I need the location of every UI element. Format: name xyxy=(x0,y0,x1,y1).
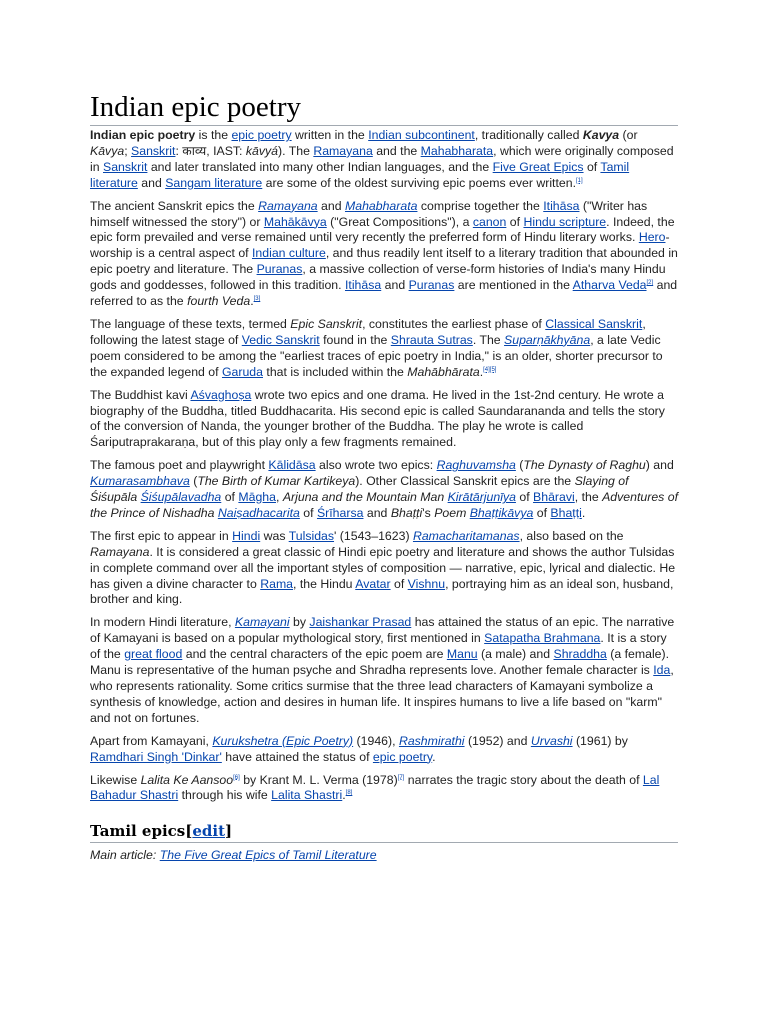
link-rashmirathi[interactable]: Rashmirathi xyxy=(398,733,465,748)
text: : काव्य, IAST: xyxy=(175,143,246,158)
italic-text: Ramayana xyxy=(90,544,150,559)
link-hindi[interactable]: Hindi xyxy=(232,528,261,543)
link-sangam-literature[interactable]: Sangam literature xyxy=(165,175,263,190)
italic-text: Epic Sanskrit xyxy=(290,316,363,331)
text: , and thus readily lent itself to a literary tradition that abounded in epic poetry and literature. The xyxy=(90,246,678,277)
text: are mentioned in the xyxy=(454,278,573,293)
text: , the xyxy=(574,490,603,505)
text: , traditionally called xyxy=(474,128,583,142)
text: also wrote two epics: xyxy=(315,458,437,473)
text: The Buddhist kavi xyxy=(90,387,191,402)
text: Likewise xyxy=(90,772,141,787)
text: , also based on the xyxy=(519,528,624,543)
section-heading-tamil-epics xyxy=(90,821,678,843)
edit-section-link[interactable]: edit xyxy=(192,822,226,841)
italic-text: fourth Veda xyxy=(187,294,251,309)
link-ramayana[interactable]: Ramayana xyxy=(258,198,318,213)
link-kurukshetra[interactable]: Kurukshetra (Epic Poetry) xyxy=(212,733,354,748)
link-five-great-epics[interactable]: Five Great Epics xyxy=(492,159,584,174)
link-magha[interactable]: Māgha xyxy=(238,490,276,505)
text: ("Writer has himself witnessed the story") or xyxy=(90,198,648,229)
text: found in the xyxy=(319,332,391,347)
text: . Indeed, the epic form prevailed and verse remained until very recently the preferred form of Hindu literary works. xyxy=(90,214,675,245)
paragraph-sanskrit-epics xyxy=(90,199,678,310)
link-lal-bahadur-shastri[interactable]: Lal Bahadur Shastri xyxy=(90,772,660,803)
link-itihasa[interactable]: Itihāsa xyxy=(543,198,580,213)
link-jaishankar-prasad[interactable]: Jaishankar Prasad xyxy=(309,615,412,630)
page-title: Indian epic poetry xyxy=(90,90,678,126)
text: of xyxy=(299,505,317,520)
text: . xyxy=(479,364,484,379)
text: of xyxy=(506,214,524,229)
link-bharavi[interactable]: Bhāravi xyxy=(533,490,575,505)
link-kumarasambhava[interactable]: Kumarasambhava xyxy=(90,474,190,489)
hatnote-prefix: Main article: xyxy=(90,848,160,863)
link-mahabharata[interactable]: Mahabharata xyxy=(420,143,494,158)
text: and later translated into many other Indian languages, and the xyxy=(147,159,493,174)
link-indian-subcontinent[interactable]: Indian subcontinent xyxy=(368,128,475,142)
text: of xyxy=(533,505,551,520)
text: , following the latest stage of xyxy=(90,316,646,347)
text: . xyxy=(432,749,436,764)
link-canon[interactable]: canon xyxy=(472,214,507,229)
paragraph-intro xyxy=(90,128,678,192)
italic-text: The Birth of Kumar Kartikeya xyxy=(197,474,356,489)
link-great-flood[interactable]: great flood xyxy=(124,647,183,662)
italic-text: kāvyá xyxy=(245,143,279,158)
link-puranas[interactable]: Puranas xyxy=(256,262,303,277)
link-vishnu[interactable]: Vishnu xyxy=(407,576,446,591)
text: wrote two epics and one drama. He lived in the 1st-2nd century. He wrote a biography of the Buddha, titled Buddhacarita. His second epic is called Saundarananda and tells the story of the conversion of Nanda, the younger brother of the Buddha. The play he wrote is called Śariputraprakaraṇa, but of this play only a few fragments remained. xyxy=(90,387,665,450)
link-kamayani[interactable]: Kamayani xyxy=(234,615,290,630)
italic-text: Lalita Ke Aansoo xyxy=(140,772,234,787)
paragraph-buddhist-kavi xyxy=(90,388,678,452)
link-sriharsa[interactable]: Śrīharsa xyxy=(316,505,364,520)
text: , a massive collection of verse-form histories of India's many Hindu gods and goddesses, followed in this tradition. xyxy=(90,262,666,293)
text: . xyxy=(342,788,346,803)
text: (or xyxy=(619,128,638,142)
text: -worship is a central aspect of xyxy=(90,230,670,261)
text: narrates the tragic story about the death of xyxy=(404,772,643,787)
link-shrauta-sutras[interactable]: Shrauta Sutras xyxy=(390,332,473,347)
text: , constitutes the earliest phase of xyxy=(362,316,546,331)
link-mahakavya[interactable]: Mahākāvya xyxy=(263,214,327,229)
link-vedic-sanskrit[interactable]: Vedic Sanskrit xyxy=(241,332,320,347)
text: Apart from Kamayani, xyxy=(90,733,213,748)
text: The ancient Sanskrit epics the xyxy=(90,198,259,213)
citation-link[interactable]: [7] xyxy=(397,774,405,781)
italic-text: Arjuna and the Mountain Man xyxy=(282,490,445,505)
text: , the Hindu xyxy=(293,576,356,591)
text: ). The xyxy=(278,143,314,158)
text: , a late Vedic poem considered to be among the "earliest traces of epic poetry in India," is an older, shorter precursor to the expanded legend of xyxy=(90,332,663,379)
text: In modern Hindi literature, xyxy=(90,615,235,630)
link-asvaghosa[interactable]: Aśvaghoṣa xyxy=(190,387,252,402)
link-classical-sanskrit[interactable]: Classical Sanskrit xyxy=(545,316,643,331)
text: ) and xyxy=(645,458,674,473)
link-main-article[interactable]: The Five Great Epics of Tamil Literature xyxy=(159,848,377,863)
link-indian-culture[interactable]: Indian culture xyxy=(252,246,326,261)
text: and the central characters of the epic poem are xyxy=(182,647,447,662)
link-itihasa-2[interactable]: Itihāsa xyxy=(344,278,382,293)
text: The first epic to appear in xyxy=(90,528,233,543)
italic-text: Adventures of the Prince of Nishadha xyxy=(90,490,678,520)
link-avatar[interactable]: Avatar xyxy=(355,576,391,591)
text: are some of the oldest surviving epic poems ever written. xyxy=(262,175,576,190)
text: (1952) and xyxy=(464,733,531,748)
text: by Krant M. L. Verma (1978) xyxy=(239,772,398,787)
text: of xyxy=(515,490,534,505)
text: that is included within the xyxy=(263,364,408,379)
hatnote xyxy=(90,847,678,863)
text: and xyxy=(381,278,409,293)
link-sanskrit[interactable]: Sanskrit xyxy=(131,143,176,158)
link-epic-poetry[interactable]: epic poetry xyxy=(231,128,292,142)
link-tamil-literature[interactable]: Tamil literature xyxy=(90,159,630,190)
italic-text: The Dynasty of Raghu xyxy=(523,458,646,473)
link-atharva-veda[interactable]: Atharva Veda xyxy=(572,278,647,293)
text: and the xyxy=(372,143,421,158)
text: of xyxy=(583,159,601,174)
link-garuda[interactable]: Garuda xyxy=(221,364,263,379)
text: . The xyxy=(472,332,505,347)
citation-link[interactable]: [4][5] xyxy=(483,366,497,373)
link-mahabharata[interactable]: Mahabharata xyxy=(344,198,418,213)
italic-text: Slaying of Śiśupāla xyxy=(90,474,629,505)
text: ' (1543–1623) xyxy=(334,528,413,543)
text: has attained the status of an epic. The narrative of Kamayani is based on a popular mythological story, first mentioned in xyxy=(90,615,675,646)
link-ramdhari-singh-dinkar[interactable]: Ramdhari Singh 'Dinkar' xyxy=(90,749,222,764)
link-satapatha-brahmana[interactable]: Satapatha Brahmana xyxy=(484,631,601,646)
text: , which were originally composed in xyxy=(90,143,674,174)
text: The famous poet and playwright xyxy=(90,458,269,473)
text: comprise together the xyxy=(417,198,544,213)
paragraph-hindi-epic xyxy=(90,529,678,609)
link-suparnakhyana[interactable]: Suparṇākhyāna xyxy=(504,332,591,347)
text: . xyxy=(250,294,254,309)
text: . It is considered a great classic of Hindi epic poetry and literature and shows the author Tulsidas in complete command over all the important styles of composition — narrative, epic, lyrical and dialectic. He has given a divine character to xyxy=(90,544,676,591)
link-hero[interactable]: Hero xyxy=(638,230,666,245)
text: and referred to as the xyxy=(90,278,678,309)
link-urvashi[interactable]: Urvashi xyxy=(530,733,573,748)
paragraph-other-epics xyxy=(90,734,678,766)
text: and xyxy=(137,175,166,190)
citation-link[interactable]: [3] xyxy=(253,295,261,302)
link-raghuvamsha[interactable]: Raghuvamsha xyxy=(436,458,516,473)
link-bhatti[interactable]: Bhaṭṭi xyxy=(550,505,582,520)
text: , xyxy=(275,490,283,505)
link-puranas-2[interactable]: Puranas xyxy=(408,278,455,293)
edit-bracket xyxy=(185,822,232,840)
bold-italic-term: Kavya xyxy=(582,128,620,142)
bold-term: Indian epic poetry xyxy=(90,128,196,142)
text: was xyxy=(260,528,289,543)
section-title: Tamil epics xyxy=(90,822,186,841)
link-sanskrit-2[interactable]: Sanskrit xyxy=(103,159,148,174)
text: is the xyxy=(195,128,232,142)
text: , portraying him as an ideal son, husband, brother and king. xyxy=(90,576,674,607)
text: written in the xyxy=(291,128,369,142)
link-epic-poetry-2[interactable]: epic poetry xyxy=(372,749,433,764)
link-naisadhacarita[interactable]: Naiṣadhacarita xyxy=(217,505,300,520)
paragraph-kalidasa xyxy=(90,458,678,522)
italic-text: Mahābhārata xyxy=(407,364,480,379)
text: (1961) by xyxy=(572,733,628,748)
italic-text: Bhaṭṭi xyxy=(390,505,423,520)
link-ramayana[interactable]: Ramayana xyxy=(313,143,373,158)
text: ( xyxy=(189,474,198,489)
link-kalidasa[interactable]: Kālidāsa xyxy=(268,458,316,473)
italic-text: Kāvya xyxy=(90,143,125,158)
text: 's xyxy=(422,505,435,520)
text: have attained the status of xyxy=(221,749,373,764)
text: (a female). Manu is representative of the human psyche and Shradha represents love. Another female character is xyxy=(90,647,670,678)
text: by xyxy=(289,615,310,630)
text: and xyxy=(363,505,391,520)
text: ( xyxy=(515,458,524,473)
paragraph-kamayani xyxy=(90,615,678,726)
text: and xyxy=(317,198,345,213)
citation-link[interactable]: [1] xyxy=(575,177,583,184)
italic-text: Poem xyxy=(434,505,467,520)
citation-link[interactable]: [8] xyxy=(345,790,353,797)
link-hindu-scripture[interactable]: Hindu scripture xyxy=(523,214,607,229)
bracket-open: [ xyxy=(185,822,193,841)
link-bhattikavya[interactable]: Bhaṭṭikāvya xyxy=(469,505,534,520)
text: . It is a story of the xyxy=(90,631,667,662)
text: ). Other Classical Sanskrit epics are the xyxy=(355,474,575,489)
text: of xyxy=(221,490,239,505)
paragraph-lalita-ke-aansoo xyxy=(90,773,678,805)
text: (a male) and xyxy=(477,647,554,662)
bracket-close: ] xyxy=(225,822,233,841)
link-rama[interactable]: Rama xyxy=(260,576,294,591)
text: of xyxy=(390,576,408,591)
text: ("Great Compositions"), a xyxy=(326,214,473,229)
citation-link[interactable]: [2] xyxy=(646,280,654,287)
link-ida[interactable]: Ida xyxy=(653,663,671,678)
text: through his wife xyxy=(178,788,272,803)
link-tulsidas[interactable]: Tulsidas xyxy=(288,528,335,543)
link-ramacharitamanas[interactable]: Ramacharitamanas xyxy=(412,528,520,543)
paragraph-epic-sanskrit xyxy=(90,317,678,381)
article xyxy=(90,90,678,863)
text: ; xyxy=(124,143,132,158)
text: (1946), xyxy=(353,733,399,748)
text: . xyxy=(581,505,586,520)
link-sisupalavadha[interactable]: Śiśupālavadha xyxy=(140,490,222,505)
link-lalita-shastri[interactable]: Lalita Shastri xyxy=(271,788,343,803)
text: , who represents rationality. Some critics surmise that the three lead characters of Kamayani symbolize a synthesis of knowledge, action and desires in human life. It inspires humans to live a life based on "karm" and not on fortunes. xyxy=(90,663,674,725)
link-shraddha[interactable]: Shraddha xyxy=(553,647,607,662)
citation-link[interactable]: [6] xyxy=(233,774,240,781)
text: The language of these texts, termed xyxy=(90,316,291,331)
link-kiratarjuniya[interactable]: Kirātārjunīya xyxy=(447,490,516,505)
link-manu[interactable]: Manu xyxy=(446,647,478,662)
